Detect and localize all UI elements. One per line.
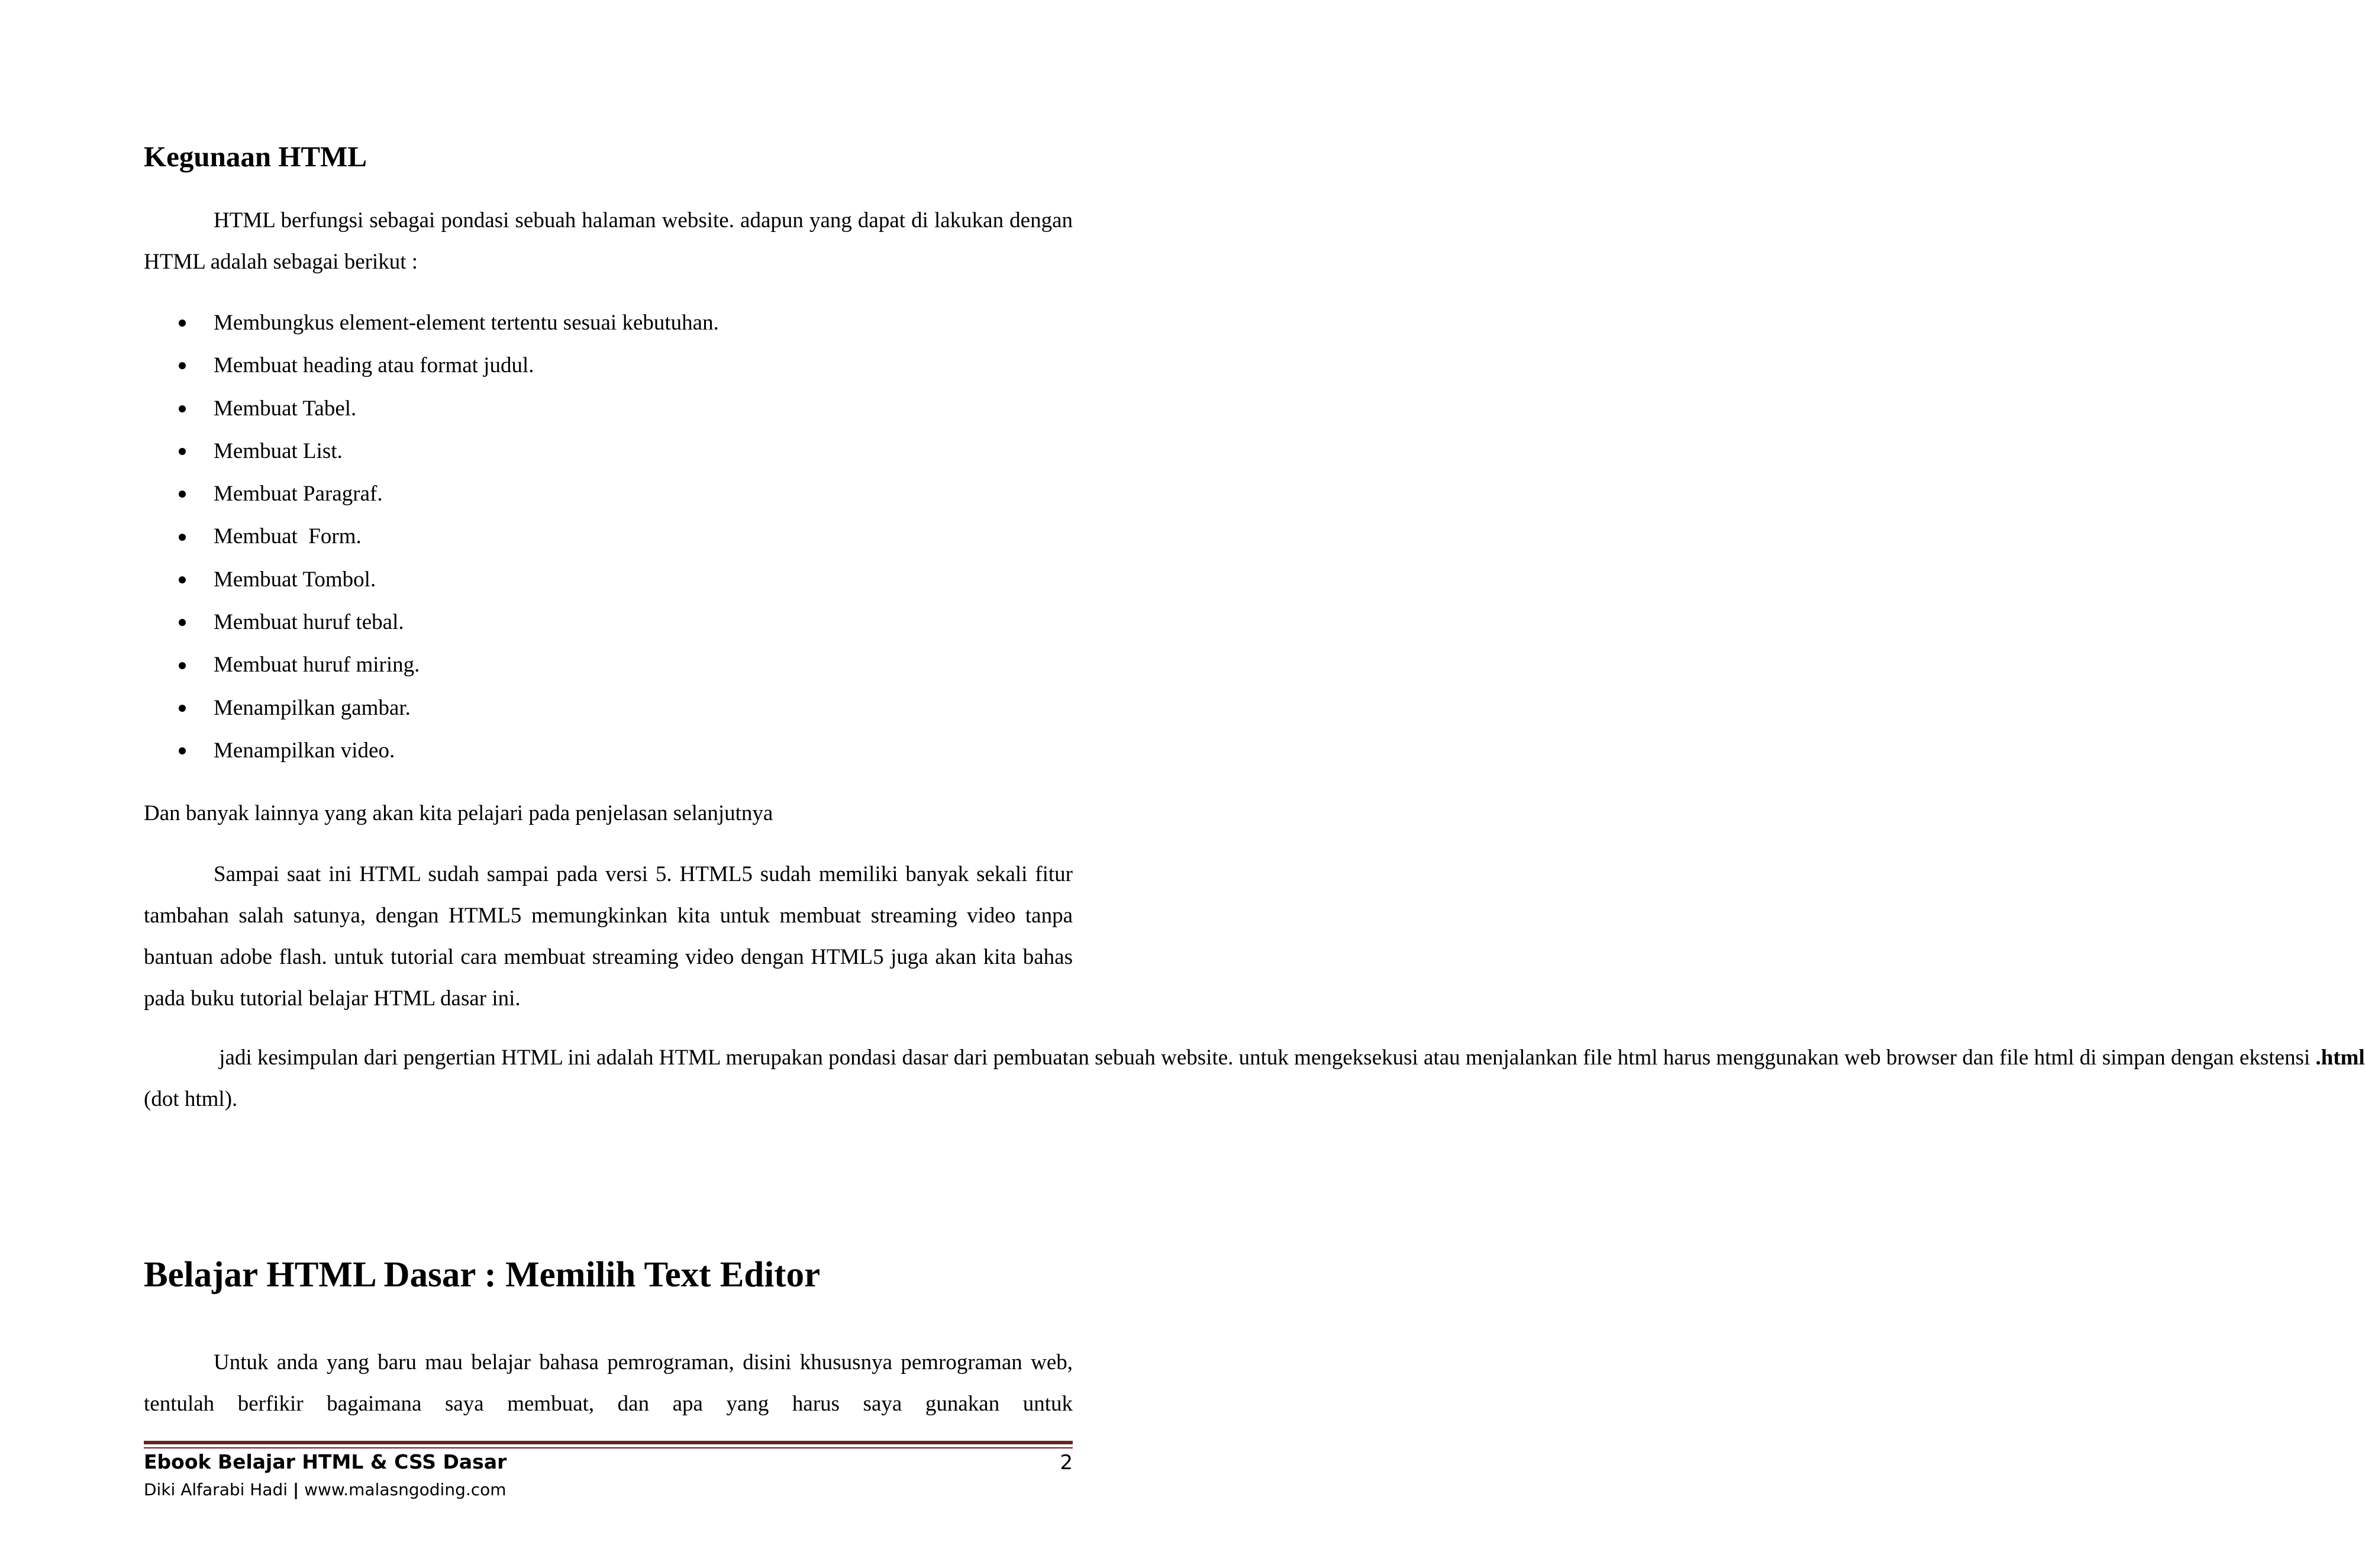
footer-author: Diki Alfarabi Hadi	[144, 1480, 288, 1499]
bullet-icon	[179, 362, 186, 369]
footer-rule	[144, 1441, 1073, 1444]
list-item-text: Membuat huruf tebal.	[214, 610, 404, 635]
list-item	[144, 344, 1073, 387]
section-heading: Kegunaan HTML	[144, 140, 367, 173]
feature-list	[144, 302, 1073, 772]
bullet-icon	[179, 662, 186, 669]
list-item-text: Membuat Paragraf.	[214, 482, 383, 506]
list-item-text: Membuat Tombol.	[214, 567, 376, 592]
list-item-text: Membuat List.	[214, 438, 343, 463]
conclusion-text: jadi kesimpulan dari pengertian HTML ini adalah HTML merupakan pondasi dasar dari pembuatan sebuah website. untuk mengeksekusi atau menjalankan file html harus menggunakan web browser dan file html di simpan dengan ekstensi	[214, 1046, 2316, 1070]
chapter-intro-paragraph: Untuk anda yang baru mau belajar bahasa pemrograman, disini khususnya pemrograman web, tentulah berfikir bagaimana saya membuat, dan apa yang harus saya gunakan untuk	[144, 1350, 1073, 1416]
footer-rule-thin	[144, 1447, 1073, 1448]
list-item-text: Menampilkan gambar.	[214, 695, 411, 720]
bullet-icon	[179, 491, 186, 498]
list-item-text: Menampilkan video.	[214, 738, 395, 763]
intro-paragraph: HTML berfungsi sebagai pondasi sebuah halaman website. adapun yang dapat di lakukan dengan HTML adalah sebagai berikut :	[144, 208, 1073, 274]
document-page	[144, 0, 2365, 1568]
list-item	[144, 644, 1073, 686]
conclusion-tail: (dot html).	[144, 1087, 238, 1111]
html5-paragraph: Sampai saat ini HTML sudah sampai pada versi 5. HTML5 sudah memiliki banyak sekali fitur tambahan salah satunya, dengan HTML5 memungkinkan kita untuk membuat streaming video tanpa bantuan adobe flash. untuk tutorial cara membuat streaming video dengan HTML5 juga akan kita bahas pada buku tutorial belajar HTML dasar ini.	[144, 862, 1073, 1011]
list-item	[144, 302, 1073, 344]
conclusion-paragraph	[144, 1037, 2365, 1120]
list-item	[144, 687, 1073, 730]
list-item	[144, 473, 1073, 515]
list-item	[144, 601, 1073, 644]
bullet-icon	[179, 448, 186, 455]
list-item	[144, 559, 1073, 601]
list-followup-text: Dan banyak lainnya yang akan kita pelajari pada penjelasan selanjutnya	[144, 801, 773, 825]
list-item-text: Membuat huruf miring.	[214, 653, 420, 677]
list-item	[144, 515, 1073, 558]
footer-book-title: Ebook Belajar HTML & CSS Dasar	[144, 1450, 507, 1473]
bullet-icon	[179, 320, 186, 327]
bullet-icon	[179, 534, 186, 541]
bullet-icon	[179, 747, 186, 754]
chapter-heading: Belajar HTML Dasar : Memilih Text Editor	[144, 1255, 821, 1295]
list-item-text: Membuat Form.	[214, 524, 362, 549]
list-item	[144, 430, 1073, 473]
page-number: 2	[1060, 1451, 1073, 1475]
bullet-icon	[179, 576, 186, 583]
bullet-icon	[179, 705, 186, 712]
bullet-icon	[179, 619, 186, 626]
footer-credits	[144, 1479, 506, 1501]
list-item-text: Membuat Tabel.	[214, 396, 357, 421]
bullet-icon	[179, 405, 186, 412]
list-item	[144, 730, 1073, 772]
list-item-text: Membuat heading atau format judul.	[214, 353, 534, 378]
footer-website: www.malasngoding.com	[304, 1480, 506, 1499]
footer-separator: |	[292, 1480, 299, 1499]
list-item-text: Membungkus element-element tertentu sesuai kebutuhan.	[214, 311, 719, 335]
list-item	[144, 388, 1073, 430]
html-extension: .html	[2315, 1046, 2365, 1070]
